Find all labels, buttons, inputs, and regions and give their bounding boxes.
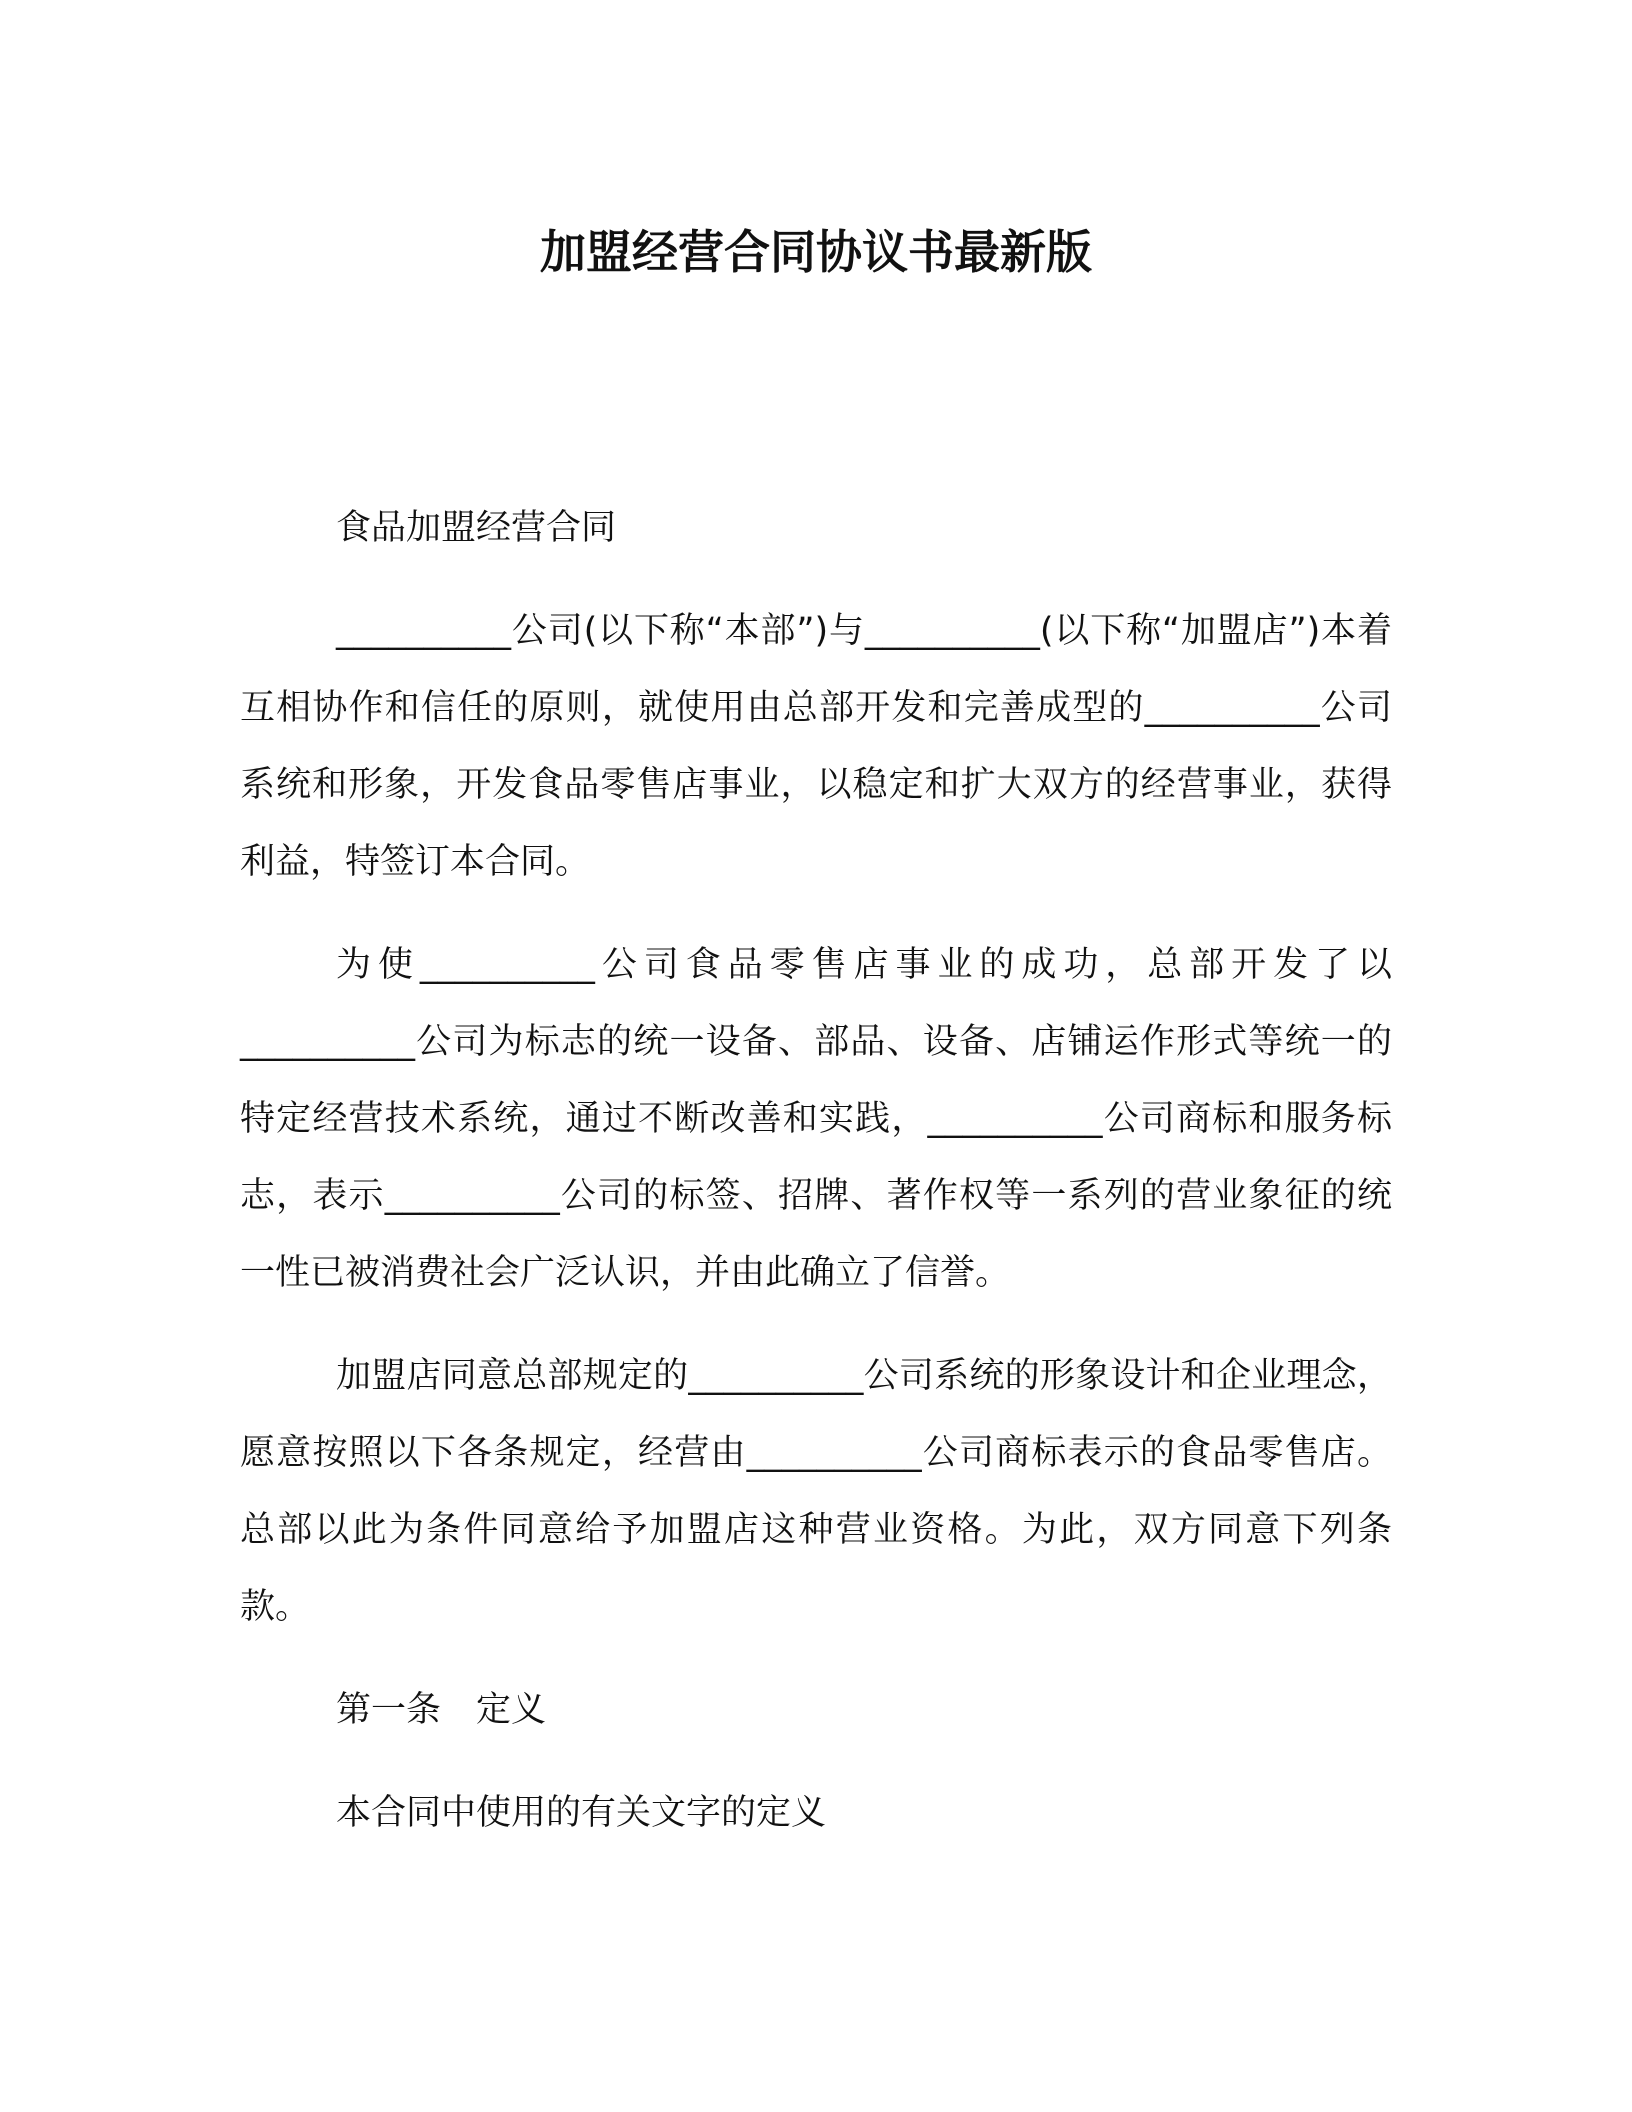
article-one-heading: 第一条 定义 — [336, 1690, 547, 1730]
contract-subtitle: 食品加盟经营合同 — [336, 508, 617, 548]
paragraph-parties: __________公司(以下称“本部”)与__________(以下称“加盟店”)本着互相协作和信任的原则，就使用由总部开发和完善成型的__________公司系统和形象，开发食品零售店事业，以稳定和扩大双方的经营事业，获得利益，特签订本合同。 — [240, 611, 1392, 882]
paragraph-agreement: 加盟店同意总部规定的__________公司系统的形象设计和企业理念，愿意按照以下各条规定，经营由__________公司商标表示的食品零售店。总部以此为条件同意给予加盟店这种营业资格。为此，双方同意下列条款。 — [240, 1356, 1392, 1627]
definitions-intro: 本合同中使用的有关文字的定义 — [336, 1793, 827, 1833]
document-title: 加盟经营合同协议书最新版 — [540, 225, 1092, 279]
document-body — [240, 490, 1392, 1878]
paragraph-system-description: 为使__________公司食品零售店事业的成功，总部开发了以__________公司为标志的统一设备、部品、设备、店铺运作形式等统一的特定经营技术系统，通过不断改善和实践，__________公司商标和服务标志，表示__________公司的标签、招牌、著作权等一系列的营业象征的统一性已被消费社会广泛认识，并由此确立了信誉。 — [240, 945, 1392, 1293]
